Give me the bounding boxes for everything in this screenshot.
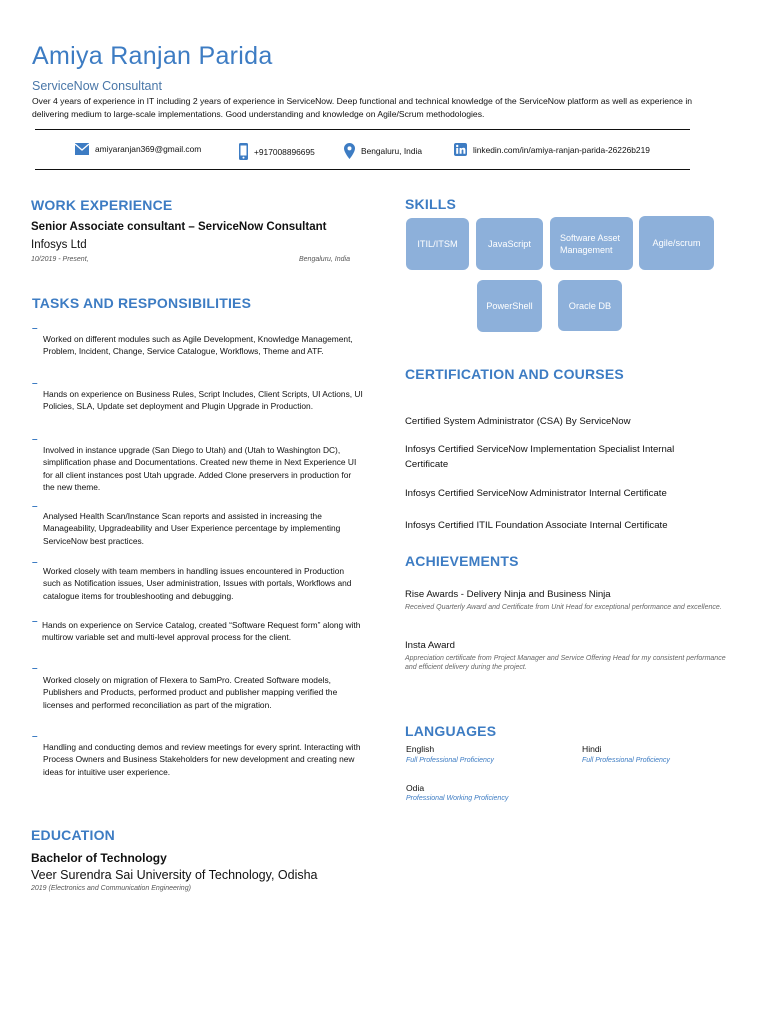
skill-tag: PowerShell bbox=[477, 280, 542, 332]
task-bullet: – bbox=[32, 323, 38, 334]
education-school: Veer Surendra Sai University of Technology, Odisha bbox=[31, 868, 318, 882]
task-item: Handling and conducting demos and review meetings for every sprint. Interacting with Process Owners and Business Stakeholders for new development and creating new ideas for intuitive user experience. bbox=[43, 742, 361, 777]
task-bullet: – bbox=[32, 501, 38, 512]
task-bullet: – bbox=[32, 434, 38, 445]
linkedin-icon bbox=[454, 143, 467, 156]
contact-phone[interactable] bbox=[239, 143, 315, 160]
achievement-title: Insta Award bbox=[405, 640, 455, 651]
phone-text: +917008896695 bbox=[254, 146, 315, 157]
linkedin-text: linkedin.com/in/amiya-ranjan-parida-26226b219 bbox=[473, 144, 650, 155]
certifications-heading: CERTIFICATION AND COURSES bbox=[405, 366, 624, 382]
profile-summary: Over 4 years of experience in IT including 2 years of experience in ServiceNow. Deep functional and technical knowledge of the ServiceNow platform as well as experience in delivering medium to large-scale implementations. Good understanding and knowledge on Agile/Scrum methodologies. bbox=[32, 96, 693, 119]
skill-tag: Oracle DB bbox=[558, 280, 622, 331]
header-divider-top bbox=[35, 129, 690, 130]
location-text: Bengaluru, India bbox=[361, 146, 422, 156]
skill-tag: ITIL/ITSM bbox=[406, 218, 469, 270]
candidate-title: ServiceNow Consultant bbox=[32, 79, 162, 93]
task-bullet: – bbox=[32, 731, 38, 742]
skills-heading: SKILLS bbox=[405, 196, 456, 212]
job-location: Bengaluru, India bbox=[299, 256, 350, 263]
job-dates: 10/2019 - Present, bbox=[31, 256, 89, 263]
contact-location bbox=[344, 143, 422, 159]
task-bullet: – bbox=[32, 557, 38, 568]
certification-item: Infosys Certified ServiceNow Administrator Internal Certificate bbox=[405, 488, 667, 499]
skill-tag: Agile/scrum bbox=[639, 216, 714, 270]
location-pin-icon bbox=[344, 143, 355, 159]
language-name: Odia bbox=[406, 783, 425, 793]
header-divider-bottom bbox=[35, 169, 690, 170]
tasks-heading: TASKS AND RESPONSIBILITIES bbox=[32, 295, 252, 311]
language-name: English bbox=[406, 744, 435, 754]
task-item: Involved in instance upgrade (San Diego to Utah) and (Utah to Washington DC), simplification phase and Documentations. Created new theme in Next Experience UI for all client instances post Utah upgrade. Added Clone preservers in production for the new theme. bbox=[43, 445, 357, 493]
task-bullet: – bbox=[32, 616, 38, 627]
candidate-name: Amiya Ranjan Parida bbox=[32, 42, 273, 70]
achievements-heading: ACHIEVEMENTS bbox=[405, 553, 519, 569]
task-item: Worked on different modules such as Agile Development, Knowledge Management, Problem, Incident, Change, Service Catalogue, Workflows, Theme and ATF. bbox=[43, 334, 353, 357]
education-heading: EDUCATION bbox=[31, 827, 115, 843]
skill-tag: Software Asset Management bbox=[550, 217, 633, 270]
language-level: Full Professional Proficiency bbox=[582, 757, 670, 764]
task-item: Worked closely on migration of Flexera to SamPro. Created Software models, Publishers and Products, performed product and publisher mapping verified the licenses and performed reconciliation as part of the migration. bbox=[43, 675, 338, 710]
task-bullet: – bbox=[32, 378, 38, 389]
task-item: Worked closely with team members in handling issues encountered in Production such as Notification issues, User administration, Issues with portals, Workflows and catalogue items for troubleshooting and debugging. bbox=[43, 566, 352, 601]
contact-linkedin[interactable] bbox=[454, 143, 650, 156]
task-item: Hands on experience on Business Rules, Script Includes, Client Scripts, UI Actions, UI Policies, SLA, Update set deployment and Plugin Upgrade in Production. bbox=[43, 389, 363, 412]
language-level: Professional Working Proficiency bbox=[406, 795, 509, 802]
task-item: Hands on experience on Service Catalog, created “Software Request form” along with multirow variable set and multi-level approval process for the client. bbox=[42, 620, 361, 643]
email-text: amiyaranjan369@gmail.com bbox=[95, 144, 202, 154]
education-details: 2019 (Electronics and Communication Engineering) bbox=[31, 885, 191, 892]
skill-tag: JavaScript bbox=[476, 218, 543, 270]
task-item: Analysed Health Scan/Instance Scan reports and assisted in increasing the Manageability, Upgradeability and User Experience percentage by implementing ServiceNow best practices. bbox=[43, 511, 341, 546]
company-name: Infosys Ltd bbox=[31, 239, 87, 251]
work-experience-heading: WORK EXPERIENCE bbox=[31, 197, 173, 213]
education-degree: Bachelor of Technology bbox=[31, 851, 167, 865]
languages-heading: LANGUAGES bbox=[405, 723, 497, 739]
certification-item: Infosys Certified ITIL Foundation Associate Internal Certificate bbox=[405, 520, 668, 531]
certification-item: Infosys Certified ServiceNow Implementation Specialist Internal Certificate bbox=[405, 444, 675, 470]
language-level: Full Professional Proficiency bbox=[406, 757, 494, 764]
contact-email[interactable] bbox=[75, 143, 201, 155]
email-icon bbox=[75, 143, 89, 155]
certification-item: Certified System Administrator (CSA) By ServiceNow bbox=[405, 416, 631, 427]
job-title: Senior Associate consultant – ServiceNow Consultant bbox=[31, 221, 327, 233]
task-bullet: – bbox=[32, 663, 38, 674]
language-name: Hindi bbox=[582, 744, 602, 754]
achievement-description: Appreciation certificate from Project Manager and Service Offering Head for my consistent performance and efficient delivery during the project. bbox=[405, 655, 726, 671]
achievement-title: Rise Awards - Delivery Ninja and Business Ninja bbox=[405, 589, 611, 600]
phone-icon bbox=[239, 143, 248, 160]
achievement-description: Received Quarterly Award and Certificate from Unit Head for exceptional performance and excellence. bbox=[405, 604, 722, 611]
